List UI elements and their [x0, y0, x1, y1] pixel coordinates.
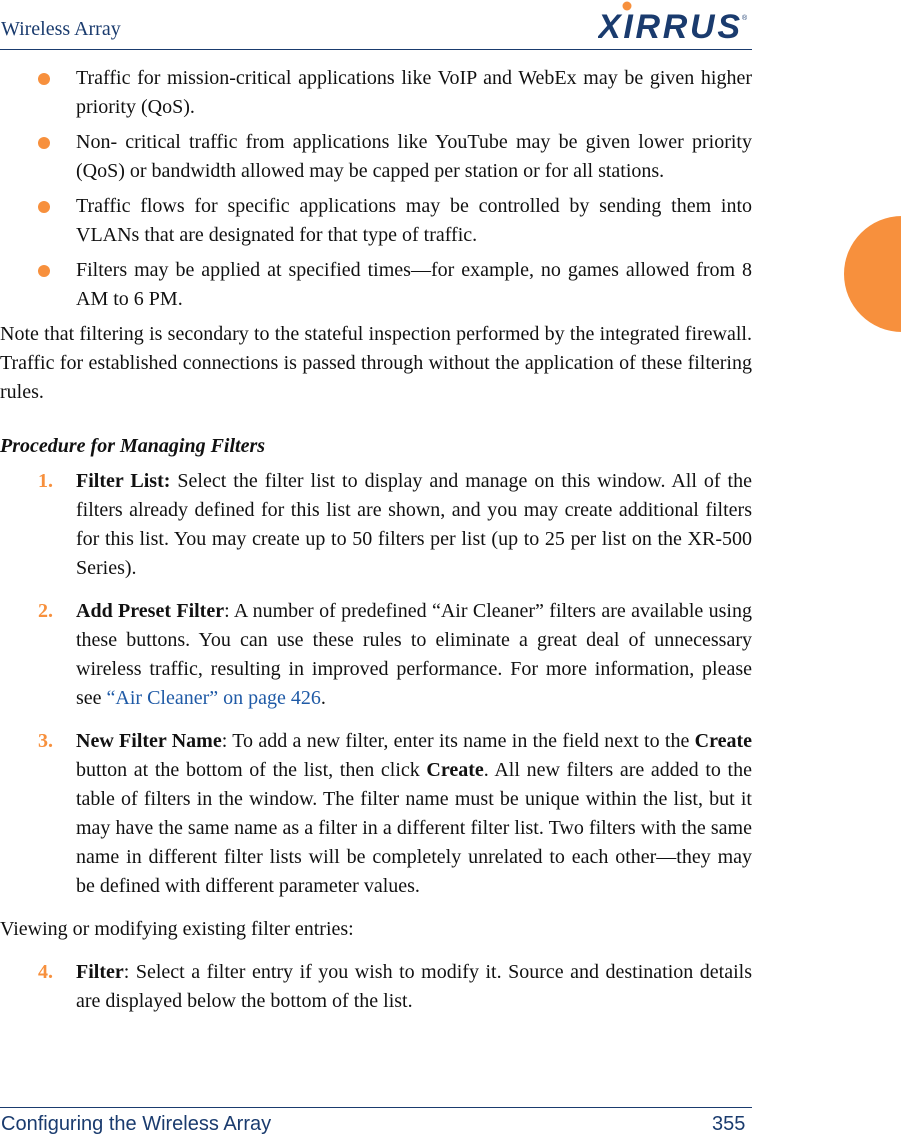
step-2: 2. Add Preset Filter: A number of predefined “Air Cleaner” filters are available using these buttons. You can use these rules to eliminate a great deal of unnecessary wireless traffic, resulting in improved performance. For more information, please see “Air Cleaner” on page 426. [0, 597, 752, 713]
xirrus-logo [598, 0, 748, 42]
bullet-item: Traffic flows for specific applications may be controlled by sending them into VLANs that are designated for that type of traffic. [0, 192, 752, 250]
bullet-dot-icon [38, 137, 50, 149]
bullet-item: Non- critical traffic from applications like YouTube may be given lower priority (QoS) or bandwidth allowed may be capped per station or for all stations. [0, 128, 752, 186]
viewing-paragraph: Viewing or modifying existing filter entries: [0, 918, 354, 940]
bullet-dot-icon [38, 201, 50, 213]
step-label: Filter [76, 961, 124, 983]
header-rule [0, 49, 752, 50]
step-3: 3. New Filter Name: To add a new filter, enter its name in the field next to the Create button at the bottom of the list, then click Create. All new filters are added to the table of filters in the window. The filter name must be unique within the list, but it may have the same name as a filter in a different filter list. Two filters with the same name in different filter lists will be completely unrelated to each other—they may be defined with different parameter values. [0, 727, 752, 901]
procedure-heading: Procedure for Managing Filters [0, 435, 266, 457]
step-label: Add Preset Filter [76, 600, 225, 622]
svg-text:XIRRUS: XIRRUS [598, 8, 741, 42]
cross-reference-link[interactable]: “Air Cleaner” on page 426 [106, 687, 321, 709]
step-1: 1. Filter List: Select the filter list to display and manage on this window. All of the filters already defined for this list are shown, and you may create additional filters for this list. You may create up to 50 filters per list (up to 25 per list on the XR-500 Series). [0, 467, 752, 583]
bullet-item: Filters may be applied at specified times—for example, no games allowed from 8 AM to 6 PM. [0, 256, 752, 314]
footer-chapter-title: Configuring the Wireless Array [1, 1113, 272, 1135]
footer-rule [0, 1107, 752, 1108]
running-header-title: Wireless Array [1, 18, 121, 40]
step-label: New Filter Name [76, 730, 222, 752]
svg-text:®: ® [742, 15, 748, 22]
page-body [0, 64, 752, 1030]
ui-term-create: Create [694, 730, 752, 752]
ui-term-create: Create [426, 759, 484, 781]
step-number: 4. [38, 961, 53, 983]
bullet-dot-icon [38, 265, 50, 277]
step-number: 2. [38, 600, 53, 622]
step-label: Filter List: [76, 470, 171, 492]
page-number: 355 [712, 1113, 746, 1135]
step-4: 4. Filter: Select a filter entry if you wish to modify it. Source and destination details are displayed below the bottom of the list. [0, 958, 752, 1016]
step-number: 3. [38, 730, 53, 752]
note-paragraph: Note that filtering is secondary to the stateful inspection performed by the integrated firewall. Traffic for established connections is passed through without the application of these filtering rules. [0, 323, 752, 403]
chapter-tab-marker [844, 216, 901, 332]
bullet-dot-icon [38, 73, 50, 85]
bullet-item: Traffic for mission-critical applications like VoIP and WebEx may be given higher priority (QoS). [0, 64, 752, 122]
step-number: 1. [38, 470, 53, 492]
